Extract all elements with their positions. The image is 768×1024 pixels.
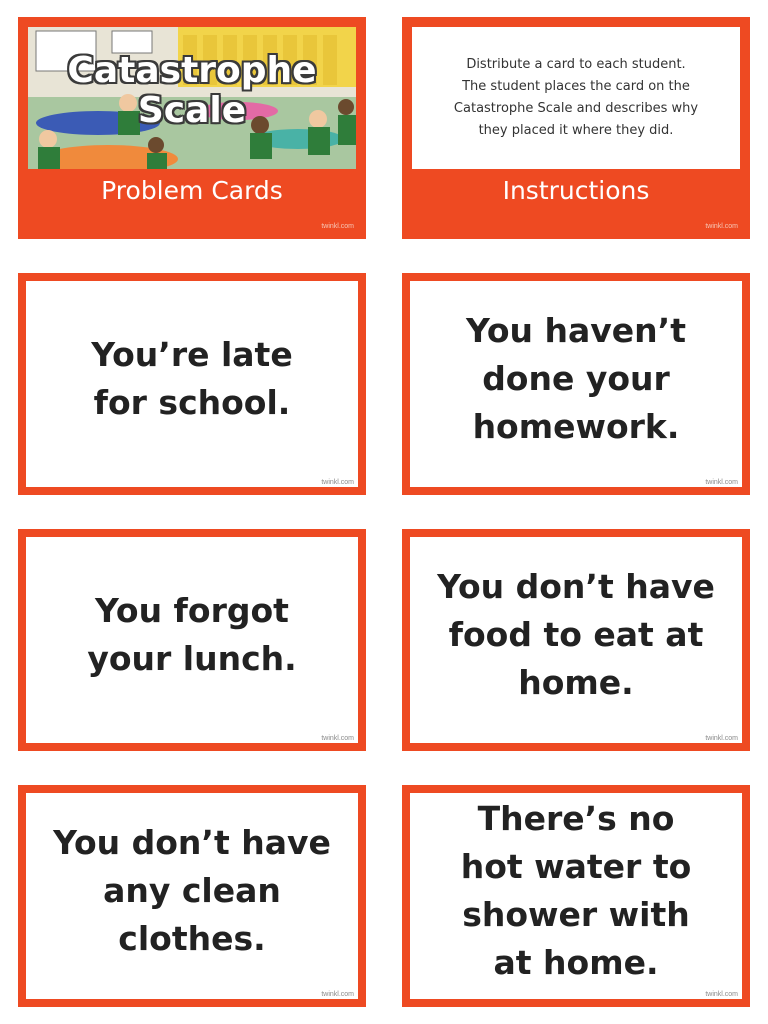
watermark: twinkl.com: [705, 479, 738, 486]
problem-card: [402, 529, 750, 751]
watermark: twinkl.com: [321, 991, 354, 998]
watermark: twinkl.com: [705, 223, 738, 230]
instructions-box: [412, 27, 740, 169]
problem-card: [18, 785, 366, 1007]
cover-title: Catastrophe Scale: [67, 50, 317, 131]
problem-text: You don’t have any clean clothes.: [53, 823, 331, 958]
watermark: twinkl.com: [321, 223, 354, 230]
problem-text: There’s no hot water to shower with at home.: [460, 799, 692, 982]
cover-card: [18, 17, 366, 239]
instructions-label: Instructions: [502, 176, 650, 205]
watermark: twinkl.com: [705, 991, 738, 998]
instructions-card: [402, 17, 750, 239]
problem-text: You’re late for school.: [91, 335, 293, 422]
cover-label: Problem Cards: [101, 176, 283, 205]
problem-card: [18, 273, 366, 495]
instructions-text: Distribute a card to each student. The student places the card on the Catastrophe Scale and describes why they placed it where they did.: [453, 57, 699, 138]
watermark: twinkl.com: [321, 479, 354, 486]
problem-card: [402, 273, 750, 495]
watermark: twinkl.com: [705, 735, 738, 742]
problem-card: [18, 529, 366, 751]
problem-text: You don’t have food to eat at home.: [437, 567, 715, 702]
watermark: twinkl.com: [321, 735, 354, 742]
problem-text: You haven’t done your homework.: [466, 311, 686, 446]
problem-text: You forgot your lunch.: [87, 591, 297, 678]
problem-card: [402, 785, 750, 1007]
